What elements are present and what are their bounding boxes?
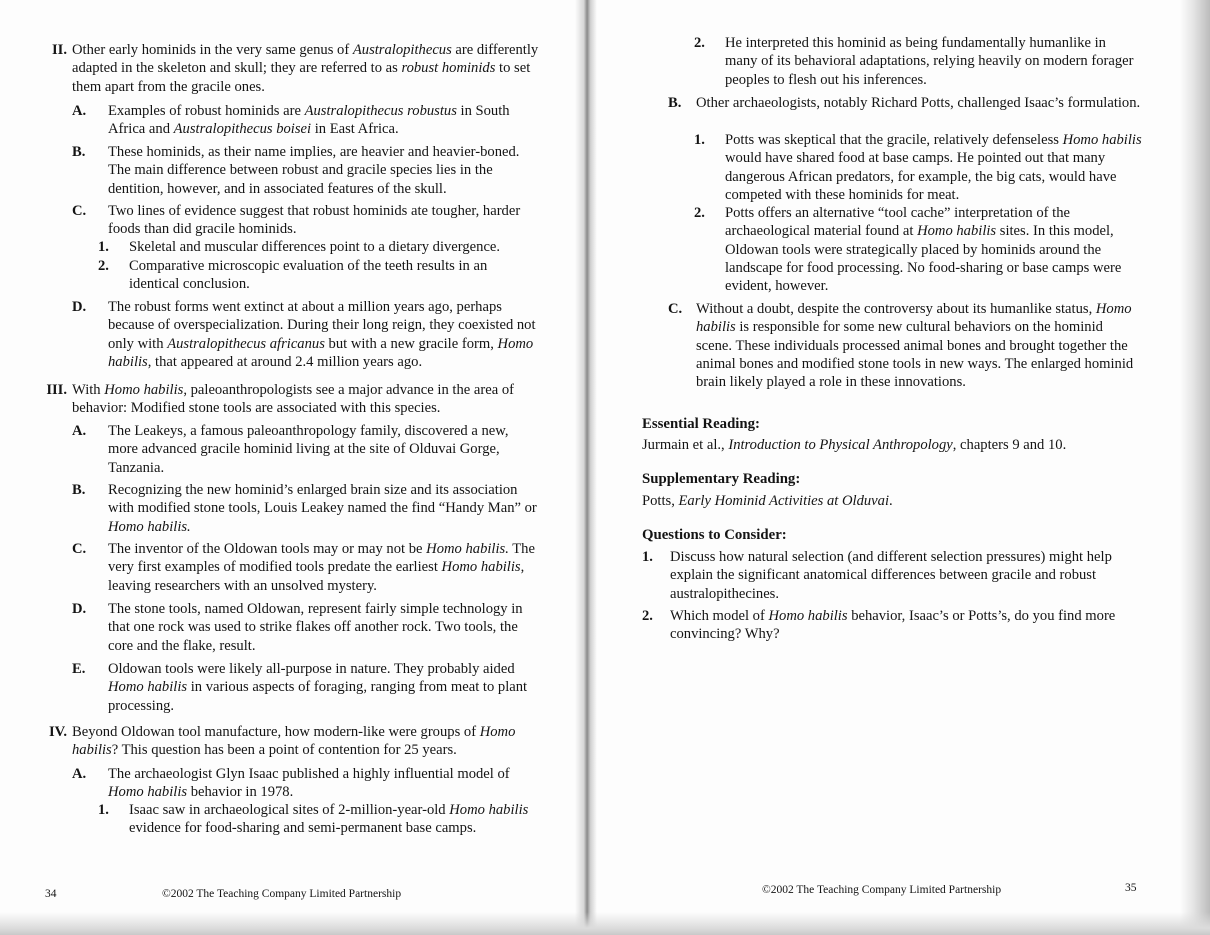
outline-item-IV (40, 723, 540, 760)
item-marker: 2. (642, 608, 653, 624)
questions-heading: Questions to Consider: (642, 527, 787, 543)
item-marker: C. (668, 301, 683, 317)
item-text: Without a doubt, despite the controversy about its humanlike status, Homo habilis is responsible for some new cultural behaviors on the hominid scene. These individuals processed animal bones and brought together the animal bones and modified stone tools in new ways. The enlarged hominid brain likely played a role in these innovations. (696, 301, 1134, 391)
outline-item-IV-B-2 (692, 204, 1142, 295)
left-page (0, 0, 586, 935)
item-marker: II. (51, 42, 67, 58)
item-marker: B. (72, 144, 86, 160)
outline-item-IV-A-2 (692, 34, 1142, 89)
bottom-edge-shadow (0, 912, 1210, 935)
item-text: Skeletal and muscular differences point to a dietary divergence. (129, 239, 501, 255)
outline-item-II-B (62, 143, 540, 198)
item-text: Oldowan tools were likely all-purpose in nature. They probably aided Homo habilis in various aspects of foraging, ranging from meat to plant processing. (108, 661, 528, 714)
outline-item-II-A (62, 102, 540, 139)
item-text: Other early hominids in the very same genus of Australopithecus are differently adapted in the skeleton and skull; they are referred to as robust hominids to set them apart from the gracile ones. (72, 42, 539, 95)
outline-item-II-C-2 (96, 257, 540, 294)
item-text: Other archaeologists, notably Richard Potts, challenged Isaac’s formulation. (696, 95, 1141, 111)
outline-item-III (40, 381, 540, 418)
question-1 (642, 548, 1142, 603)
supplementary-reading-heading: Supplementary Reading: (642, 471, 801, 487)
item-marker: IV. (49, 724, 67, 740)
item-text: Recognizing the new hominid’s enlarged brain size and its association with modified stone tools, Louis Leakey named the find “Handy Man” or Homo habilis. (108, 482, 537, 535)
essential-reading-text: Jurmain et al., Introduction to Physical Anthropology, chapters 9 and 10. (642, 437, 1067, 453)
item-text: Beyond Oldowan tool manufacture, how modern-like were groups of Homo habilis? This question has been a point of contention for 25 years. (72, 724, 516, 759)
right-page (590, 0, 1210, 935)
item-text: Examples of robust hominids are Australopithecus robustus in South Africa and Australopithecus boisei in East Africa. (108, 103, 510, 138)
item-marker: B. (668, 95, 682, 111)
outline-item-IV-B (668, 94, 1142, 112)
item-text: The stone tools, named Oldowan, represent fairly simple technology in that one rock was used to strike flakes off another rock. Two tools, the core and the flake, result. (108, 601, 523, 654)
item-text: The robust forms went extinct at about a million years ago, perhaps because of overspecialization. During their long reign, they coexisted not only with Australopithecus africanus but with a new gracile form, Homo habilis, that appeared at around 2.4 million years ago. (108, 299, 536, 370)
item-marker: D. (72, 601, 87, 617)
item-marker: 2. (98, 258, 109, 274)
copyright-footer: ©2002 The Teaching Company Limited Partnership (162, 888, 402, 900)
item-marker: B. (72, 482, 86, 498)
item-marker: D. (72, 299, 87, 315)
item-text: Potts offers an alternative “tool cache” interpretation of the archaeological material found at Homo habilis sites. In this model, Oldowan tools were strategically placed by hominids around the landscape for food processing. No food-sharing or base camps were evident, however. (725, 205, 1122, 295)
outline-item-III-B (62, 481, 540, 536)
item-text: With Homo habilis, paleoanthropologists see a major advance in the area of behavior: Modified stone tools are associated with this species. (72, 382, 514, 417)
item-marker: A. (72, 766, 87, 782)
item-text: The archaeologist Glyn Isaac published a highly influential model of Homo habilis behavior in 1978. (108, 766, 510, 801)
outline-item-IV-A-1 (96, 801, 540, 838)
item-marker: A. (72, 423, 87, 439)
item-marker: III. (46, 382, 67, 398)
item-marker: A. (72, 103, 87, 119)
copyright-footer: ©2002 The Teaching Company Limited Partnership (762, 884, 1002, 896)
item-text: Potts was skeptical that the gracile, relatively defenseless Homo habilis would have shared food at base camps. He pointed out that many dangerous African predators, for example, the big cats, would have competed with these hominids for meat. (725, 132, 1142, 203)
item-marker: 1. (694, 132, 705, 148)
essential-reading-heading: Essential Reading: (642, 416, 760, 432)
item-text: Isaac saw in archaeological sites of 2-million-year-old Homo habilis evidence for food-sharing and semi-permanent base camps. (129, 802, 529, 837)
item-marker: 1. (98, 239, 109, 255)
item-marker: 1. (642, 549, 653, 565)
page-number: 34 (45, 888, 57, 900)
outline-item-IV-B-1 (692, 131, 1142, 204)
item-marker: 2. (694, 205, 705, 221)
item-text: Which model of Homo habilis behavior, Isaac’s or Potts’s, do you find more convincing? Why? (670, 608, 1116, 643)
outline-item-III-A (62, 422, 540, 477)
book-gutter (575, 0, 597, 935)
outline-item-II-C (62, 202, 540, 239)
outline-item-IV-A (62, 765, 540, 802)
item-marker: 1. (98, 802, 109, 818)
supplementary-reading-text: Potts, Early Hominid Activities at Olduvai. (642, 493, 893, 509)
outline-item-III-D (62, 600, 540, 655)
outline-item-III-C (62, 540, 540, 595)
item-text: The inventor of the Oldowan tools may or may not be Homo habilis. The very first examples of modified tools predate the earliest Homo habilis, leaving researchers with an unsolved mystery. (108, 541, 535, 594)
item-text: Two lines of evidence suggest that robust hominids ate tougher, harder foods than did gracile hominids. (108, 203, 521, 238)
item-marker: 2. (694, 35, 705, 51)
outline-item-II-D (62, 298, 540, 371)
outline-item-II (40, 41, 540, 96)
item-marker: C. (72, 203, 87, 219)
question-2 (642, 607, 1142, 644)
item-text: He interpreted this hominid as being fundamentally humanlike in many of its behavioral adaptations, relying heavily on modern forager peoples to flesh out his inferences. (725, 35, 1134, 88)
outline-item-IV-C (668, 300, 1142, 391)
item-text: These hominids, as their name implies, are heavier and heavier-boned. The main difference between robust and gracile species lies in the dentition, however, and in associated features of the skull. (108, 144, 520, 197)
outline-item-III-E (62, 660, 540, 715)
item-text: Discuss how natural selection (and different selection pressures) might help explain the significant anatomical differences between gracile and robust australopithecines. (670, 549, 1112, 602)
page-edge-shadow (1180, 0, 1210, 935)
item-text: Comparative microscopic evaluation of the teeth results in an identical conclusion. (129, 258, 488, 293)
item-marker: C. (72, 541, 87, 557)
item-text: The Leakeys, a famous paleoanthropology family, discovered a new, more advanced gracile hominid living at the site of Olduvai Gorge, Tanzania. (108, 423, 509, 476)
item-marker: E. (72, 661, 86, 677)
outline-item-II-C-1 (96, 238, 540, 256)
page-number: 35 (1125, 882, 1137, 894)
